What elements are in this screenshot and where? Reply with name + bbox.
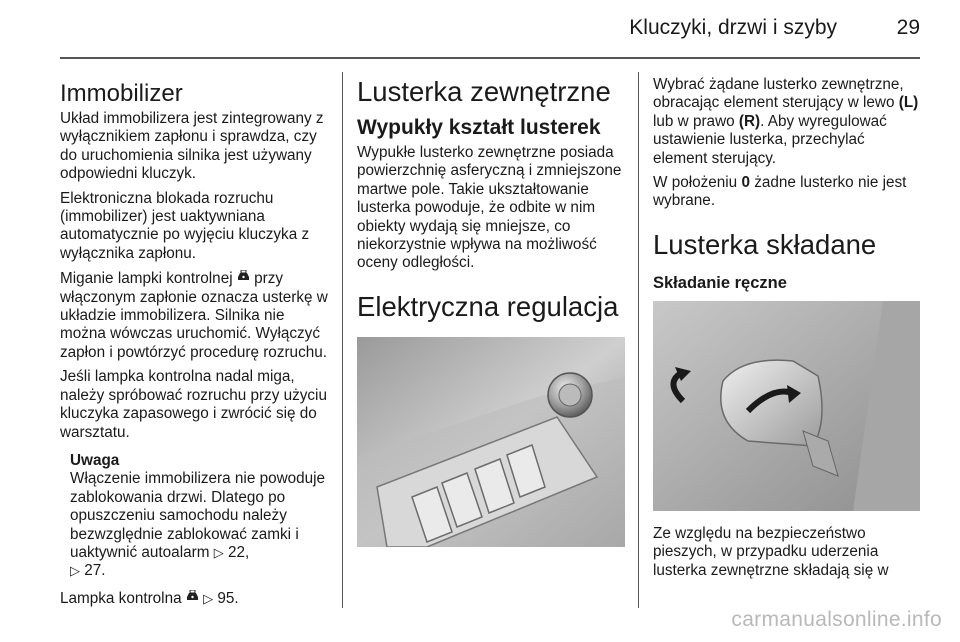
column-divider-2 [638,72,639,608]
p1-L: (L) [898,94,919,112]
p1-a: Wybrać żądane lusterko zewnętrzne, obracając element sterujący w lewo [653,76,904,112]
page-ref-arrow-icon: ▷ [203,590,214,606]
p2-0: 0 [741,174,750,192]
note-title: Uwaga [70,451,120,469]
p1-b: lub w prawo [653,112,735,130]
p2-b: żadne lusterko nie jest wybrane. [653,174,907,210]
page-ref-arrow-icon: ▷ [213,544,224,560]
column-mirror-controls [653,76,923,586]
exterior-mirrors-heading: Lusterka zewnętrzne [357,76,611,107]
select-mirror-paragraph [653,76,923,168]
note-body: Włączenie immobilizera nie powoduje zablokowania drzwi. Dlatego po opuszczeniu samochodu należy bezwzględnie zablokować zamki i uaktywnić autoalarm [70,470,326,561]
warning-lamp-reference [60,589,330,608]
manual-folding-heading: Składanie ręczne [653,273,787,292]
immobilizer-paragraph-3 [60,269,330,362]
column-exterior-mirrors [357,76,625,547]
p1-c: . Aby wyregulować ustawienie lusterka, przechylać element sterujący. [653,112,887,167]
convex-shape-heading: Wypukły kształt lusterek [357,116,601,139]
immobilizer-heading: Immobilizer [60,80,183,107]
header-rule [60,57,920,59]
mirror-fold-image [653,301,920,511]
p3-pre: Miganie lampki kontrolnej [60,270,233,288]
column-divider-1 [342,72,343,608]
p3-post: przy włączonym zapłonie oznacza usterkę w układzie immobilizera. Silnika nie można wówczas uruchomić. Wyłączyć zapłon i powtórzyć procedurę rozruchu. [60,270,328,361]
convex-paragraph: Wypukłe lusterko zewnętrzne posiada powierzchnię asferyczną i zmniejszone martwe pole. Takie ukształtowanie lusterka powoduje, że odbite w nim obiekty wydają się mniejsze, co niekorzystnie wpływa na możliwość oceny odległości. [357,144,622,272]
note-text [70,470,330,580]
immobilizer-paragraph-2: Elektroniczna blokada rozruchu (immobilizer) jest uaktywniana automatycznie po wyjęciu kluczyka z wyłącznika zapłonu. [60,189,310,262]
note-block [70,452,330,581]
watermark: carmanualsonline.info [731,608,942,631]
note-ref-2[interactable]: 27. [84,562,106,580]
column-immobilizer [60,76,330,614]
car-lock-icon [237,269,250,287]
pedestrian-safety-paragraph: Ze względu na bezpieczeństwo pieszych, w przypadku uderzenia lusterka zewnętrzne składają się w [653,524,889,579]
page-ref-arrow-icon: ▷ [70,563,80,579]
p1-R: (R) [738,112,761,130]
footer-pre: Lampka kontrolna [60,589,182,607]
folding-mirrors-heading: Lusterka składane [653,228,877,260]
page-number: 29 [896,16,920,39]
p2-a: W położeniu [653,174,738,192]
electric-adjust-heading: Elektryczna regulacja [357,290,619,322]
immobilizer-paragraph-4: Jeśli lampka kontrolna nadal miga, należy spróbować rozruchu przy użyciu kluczyka zapasowego i zwrócić się do warsztatu. [60,368,327,441]
car-lock-icon [186,589,199,607]
immobilizer-paragraph-1: Układ immobilizera jest zintegrowany z wyłącznikiem zapłonu i sprawdza, czy do uruchomienia silnika jest używany odpowiedni kluczyk. [60,110,324,183]
footer-ref[interactable]: 95. [217,589,239,607]
door-switch-panel-image [357,337,625,547]
position-zero-paragraph [653,174,923,211]
page-header-title: Kluczyki, drzwi i szyby [629,16,837,39]
note-ref-1[interactable]: 22, [227,543,250,561]
